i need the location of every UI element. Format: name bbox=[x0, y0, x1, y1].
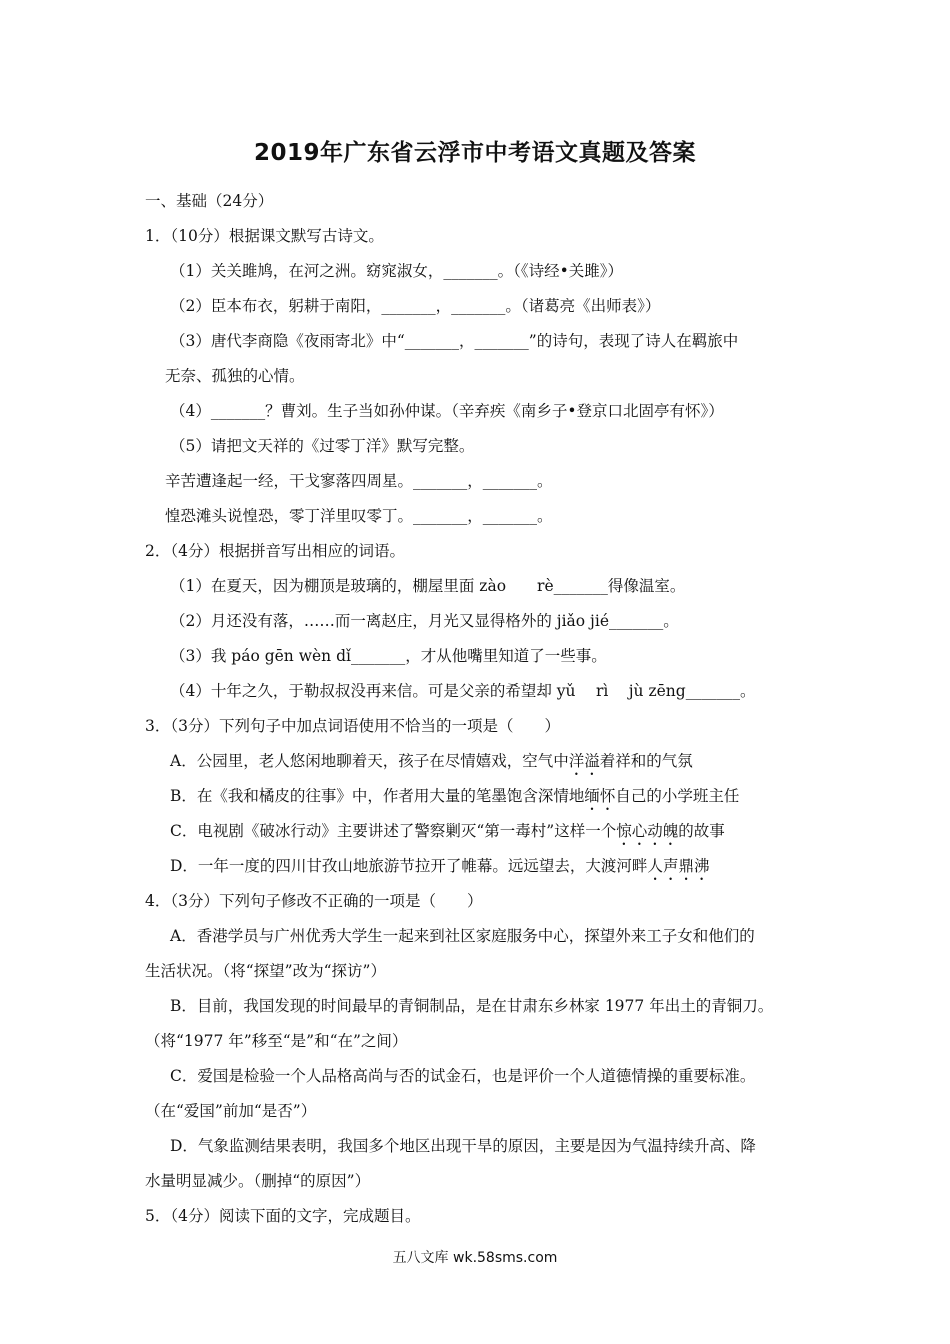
question-3-option-b bbox=[170, 786, 739, 814]
question-3-stem: 3．（3分）下列句子中加点词语使用不恰当的一项是（ ） bbox=[145, 717, 560, 735]
question-1-item-3-cont: 无奈、孤独的心情。 bbox=[165, 367, 305, 385]
question-3-option-c bbox=[170, 821, 725, 849]
option-text: 自己的小学班主任 bbox=[615, 787, 740, 805]
question-4-stem: 4．（3分）下列句子修改不正确的一项是（ ） bbox=[145, 892, 483, 910]
question-3-option-d bbox=[170, 856, 709, 884]
question-4-option-c: C．爱国是检验一个人品格高尚与否的试金石，也是评价一个人道德情操的重要标准。 bbox=[170, 1067, 756, 1085]
question-1-item-5: （5）请把文天祥的《过零丁洋》默写完整。 bbox=[170, 437, 475, 455]
option-text: D．一年一度的四川甘孜山地旅游节拉开了帷幕。远远望去，大渡河畔 bbox=[170, 857, 648, 875]
option-text: B．在《我和橘皮的往事》中，作者用大量的笔墨饱含深情地 bbox=[170, 787, 585, 805]
question-4-option-b-cont: （将“1977 年”移至“是”和“在”之间） bbox=[145, 1032, 408, 1050]
dotted-word: 人声鼎沸 bbox=[647, 857, 710, 875]
question-4-option-a: A．香港学员与广州优秀大学生一起来到社区家庭服务中心，探望外来工子女和他们的 bbox=[170, 927, 755, 945]
page-title: 2019年广东省云浮市中考语文真题及答案 bbox=[253, 140, 696, 166]
question-4-option-c-cont: （在“爱国”前加“是否”） bbox=[145, 1102, 317, 1120]
question-4-option-d: D．气象监测结果表明，我国多个地区出现干旱的原因，主要是因为气温持续升高、降 bbox=[170, 1137, 756, 1155]
page-footer: 五八文库 wk.58sms.com bbox=[392, 1250, 558, 1266]
question-1-item-1: （1）关关雎鸠，在河之洲。窈窕淑女，_______。（《诗经•关雎》） bbox=[170, 262, 624, 280]
question-1-item-5-line-1: 辛苦遭逢起一经，干戈寥落四周星。_______，_______。 bbox=[165, 472, 553, 490]
dotted-word: 惊心动魄 bbox=[616, 822, 679, 840]
question-2-item-2: （2）月还没有落，……而一离赵庄，月光又显得格外的 jiǎo jié_______。 bbox=[170, 612, 679, 630]
option-text: 的故事 bbox=[678, 822, 725, 840]
question-2-item-4: （4）十年之久，于勒叔叔没再来信。可是父亲的希望却 yǔ rì jù zēng_______。 bbox=[170, 682, 756, 700]
option-text: C．电视剧《破冰行动》主要讲述了警察剿灭“第一毒村”这样一个 bbox=[170, 822, 617, 840]
option-text: A．公园里，老人悠闲地聊着天，孩子在尽情嬉戏，空气中 bbox=[170, 752, 569, 770]
question-1-item-3: （3）唐代李商隐《夜雨寄北》中“_______，_______”的诗句，表现了诗人在羁旅中 bbox=[170, 332, 739, 350]
question-2-item-1: （1）在夏天，因为棚顶是玻璃的，棚屋里面 zào rè_______得像温室。 bbox=[170, 577, 686, 595]
dotted-word: 缅怀 bbox=[584, 787, 616, 805]
question-1-item-2: （2）臣本布衣，躬耕于南阳，_______，_______。（诸葛亮《出师表》） bbox=[170, 297, 661, 315]
question-4-option-b: B．目前，我国发现的时间最早的青铜制品，是在甘肃东乡林家 1977 年出土的青铜刀。 bbox=[170, 997, 774, 1015]
question-1-item-4: （4）_______？曹刘。生子当如孙仲谋。（辛弃疾《南乡子•登京口北固亭有怀》） bbox=[170, 402, 724, 420]
question-2-stem: 2．（4分）根据拼音写出相应的词语。 bbox=[145, 542, 405, 560]
section-heading: 一、基础（24分） bbox=[145, 192, 274, 210]
dotted-word: 洋溢 bbox=[568, 752, 600, 770]
question-4-option-d-cont: 水量明显减少。（删掉“的原因”） bbox=[145, 1172, 371, 1190]
question-1-stem: 1．（10分）根据课文默写古诗文。 bbox=[145, 227, 384, 245]
question-1-item-5-line-2: 惶恐滩头说惶恐，零丁洋里叹零丁。_______，_______。 bbox=[165, 507, 553, 525]
question-2-item-3: （3）我 páo gēn wèn dǐ_______，才从他嘴里知道了一些事。 bbox=[170, 647, 607, 665]
question-4-option-a-cont: 生活状况。（将“探望”改为“探访”） bbox=[145, 962, 386, 980]
question-3-option-a bbox=[170, 751, 693, 779]
option-text: 着祥和的气氛 bbox=[599, 752, 693, 770]
question-5-stem: 5．（4分）阅读下面的文字，完成题目。 bbox=[145, 1207, 421, 1225]
